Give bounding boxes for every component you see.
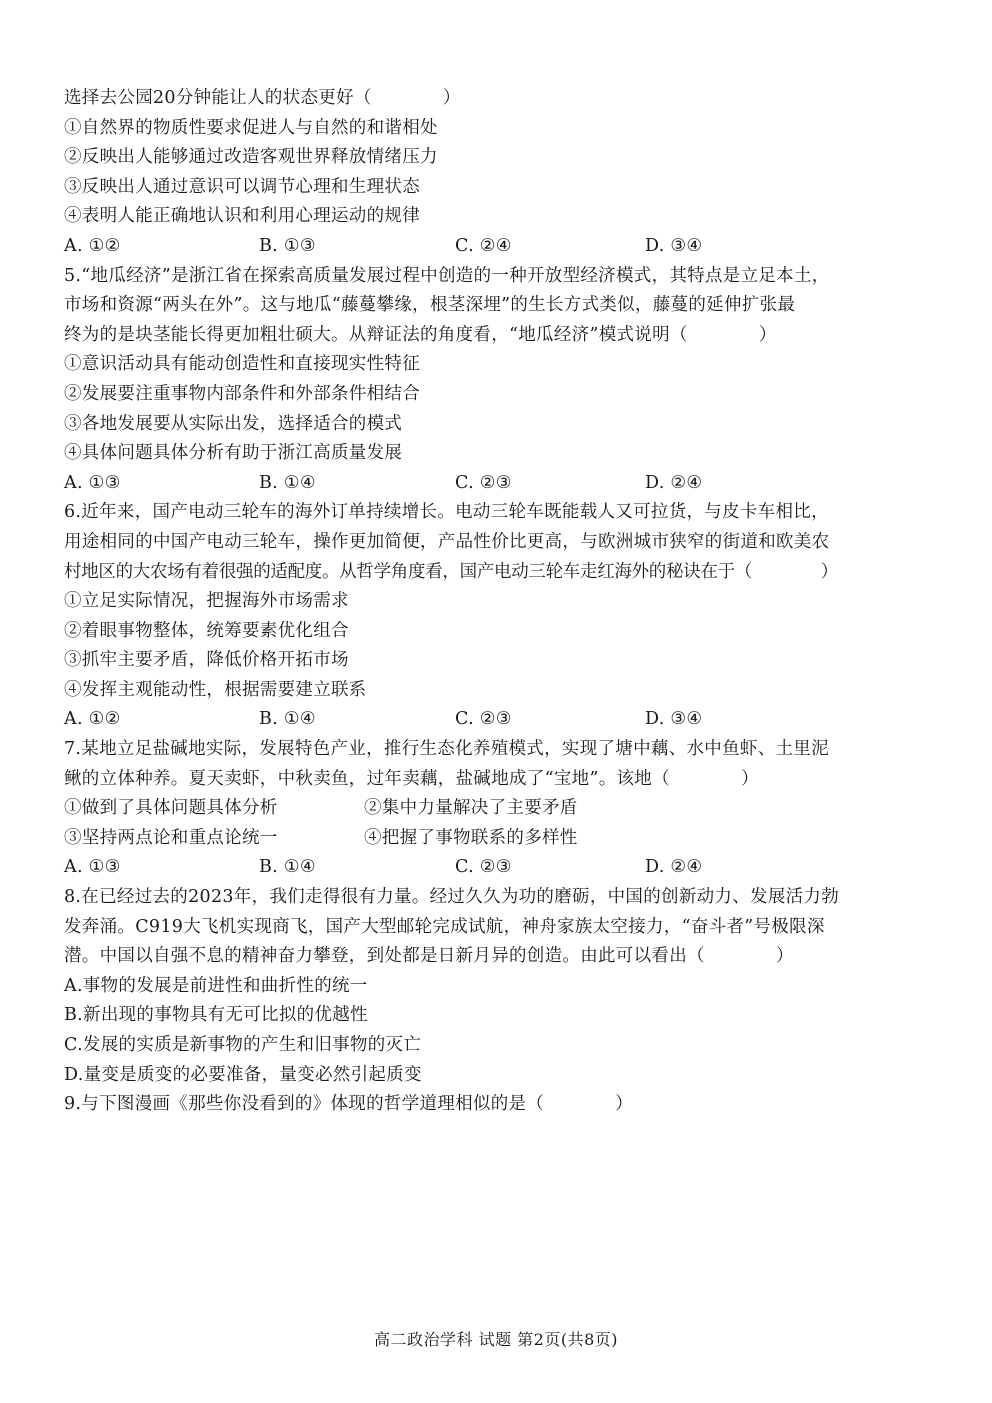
q8-choice-b: B.新出现的事物具有无可比拟的优越性: [64, 1005, 368, 1026]
q5-options: [64, 469, 934, 499]
q6-option-b: B. ①④: [259, 709, 316, 730]
q5-option-a: A. ①③: [64, 472, 121, 493]
q7-option-d: D. ②④: [645, 857, 703, 878]
q6-item-1: ①立足实际情况，把握海外市场需求: [64, 591, 349, 612]
q7-items-row-2: [64, 824, 934, 854]
q4-option-b: B. ①③: [259, 235, 316, 256]
q8-stem-line-1: 8.在已经过去的2023年，我们走得很有力量。经过久久为功的磨砺，中国的创新动力、发展活力勃: [64, 887, 840, 908]
q4-item-2: ②反映出人能够通过改造客观世界释放情绪压力: [64, 147, 438, 168]
q4-option-a: A. ①②: [64, 235, 121, 256]
q4-stem-tail: 选择去公园20分钟能让人的状态更好（ ）: [64, 88, 461, 108]
q5-item-3: ③各地发展要从实际出发，选择适合的模式: [64, 413, 403, 434]
q7-item-4: ④把握了事物联系的多样性: [364, 827, 578, 848]
q8-choice-a: A.事物的发展是前进性和曲折性的统一: [64, 975, 368, 996]
q5-item-4: ④具体问题具体分析有助于浙江高质量发展: [64, 443, 403, 464]
q8-choice-d: D.量变是质变的必要准备，量变必然引起质变: [64, 1064, 422, 1085]
q7-item-3: ③坚持两点论和重点论统一: [64, 827, 278, 848]
q7-option-a: A. ①③: [64, 857, 121, 878]
q7-option-c: C. ②③: [455, 857, 512, 878]
q7-option-b: B. ①④: [259, 857, 316, 878]
q5-stem-line-3: 终为的是块茎能长得更加粗壮硕大。从辩证法的角度看，“地瓜经济”模式说明（ ）: [64, 324, 777, 345]
q4-option-d: D. ③④: [645, 235, 703, 256]
q7-items-row-1: [64, 794, 934, 824]
q4-item-4: ④表明人能正确地认识和利用心理运动的规律: [64, 206, 420, 227]
q8-stem-line-3: 潜。中国以自强不息的精神奋力攀登，到处都是日新月异的创造。由此可以看出（ ）: [64, 946, 794, 967]
q5-option-b: B. ①④: [259, 472, 316, 493]
q8-choice-c: C.发展的实质是新事物的产生和旧事物的灭亡: [64, 1035, 422, 1055]
q6-item-2: ②着眼事物整体，统筹要素优化组合: [64, 620, 349, 641]
q6-item-4: ④发挥主观能动性，根据需要建立联系: [64, 679, 367, 700]
q5-option-c: C. ②③: [455, 472, 512, 493]
page-content: [64, 84, 934, 1120]
q6-stem-line-3: 村地区的大农场有着很强的适配度。从哲学角度看，国产电动三轮车走红海外的秘诀在于（ ）: [64, 561, 838, 582]
q4-options: [64, 232, 934, 262]
q6-stem-line-2: 用途相同的中国产电动三轮车，操作更加简便，产品性价比更高，与欧洲城市狭窄的街道和欧美农: [64, 531, 830, 552]
q7-stem-line-2: 鳅的立体种养。夏天卖虾，中秋卖鱼，过年卖藕，盐碱地成了“宝地”。该地（ ）: [64, 768, 759, 789]
q4-item-1: ①自然界的物质性要求促进人与自然的和谐相处: [64, 117, 438, 138]
q7-stem-line-1: 7.某地立足盐碱地实际，发展特色产业，推行生态化养殖模式，实现了塘中藕、水中鱼虾、土里泥: [64, 739, 829, 760]
q5-option-d: D. ②④: [645, 472, 703, 493]
q5-stem-line-1: 5.“地瓜经济”是浙江省在探索高质量发展过程中创造的一种开放型经济模式，其特点是立足本土，: [64, 265, 830, 286]
q5-item-2: ②发展要注重事物内部条件和外部条件相结合: [64, 383, 420, 404]
q6-option-c: C. ②③: [455, 709, 512, 730]
q4-item-3: ③反映出人通过意识可以调节心理和生理状态: [64, 176, 420, 197]
q6-stem-line-1: 6.近年来，国产电动三轮车的海外订单持续增长。电动三轮车既能载人又可拉货，与皮卡车相比，: [64, 502, 829, 523]
page-footer: 高二政治学科 试题 第2页(共8页): [373, 1330, 619, 1349]
q4-option-c: C. ②④: [455, 235, 512, 256]
q6-option-d: D. ③④: [645, 709, 703, 730]
q6-options: [64, 705, 934, 735]
q6-item-3: ③抓牢主要矛盾，降低价格开拓市场: [64, 650, 349, 671]
q7-item-2: ②集中力量解决了主要矛盾: [364, 798, 578, 819]
q5-stem-line-2: 市场和资源“两头在外”。这与地瓜“藤蔓攀缘，根茎深埋”的生长方式类似，藤蔓的延伸扩张最: [64, 295, 796, 316]
q9-stem: 9.与下图漫画《那些你没看到的》体现的哲学道理相似的是（ ）: [64, 1094, 634, 1115]
q5-item-1: ①意识活动具有能动创造性和直接现实性特征: [64, 354, 420, 375]
q6-option-a: A. ①②: [64, 709, 121, 730]
q7-options: [64, 853, 934, 883]
q8-stem-line-2: 发奔涌。C919大飞机实现商飞，国产大型邮轮完成试航，神舟家族太空接力，“奋斗者”号极限深: [64, 916, 825, 937]
q7-item-1: ①做到了具体问题具体分析: [64, 798, 278, 819]
